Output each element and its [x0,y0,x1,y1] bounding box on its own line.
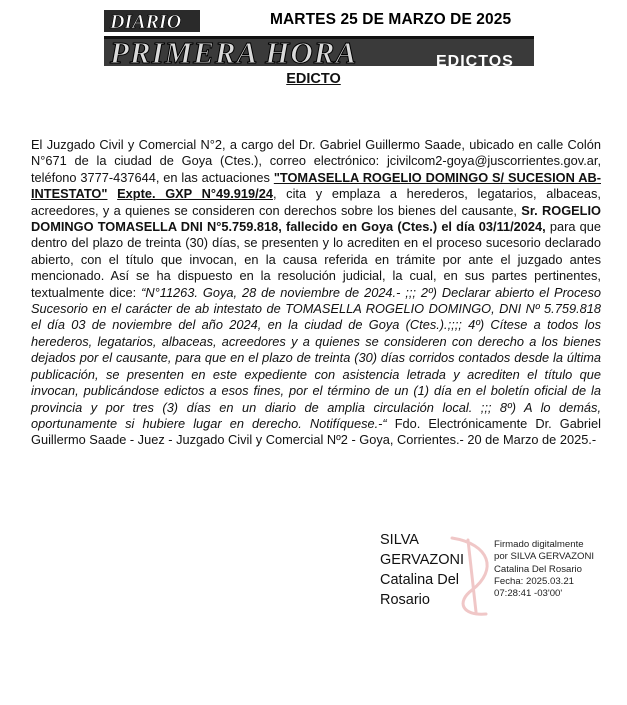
signature-detail-line: Fecha: 2025.03.21 [494,575,575,587]
body-intro: El Juzgado Civil y Comercial N°2, a cargo del Dr. Gabriel Guillermo Saade, ubicado en calle Colón N°671 de la ciudad de Goya (Ctes.), correo electrónico: jcivilcom2-goya@juscorrientes.gov.ar, teléfono 3777-437644, en las actuaciones [31,137,601,185]
body-term: para que dentro del plazo de treinta (30) días, se presenten y lo acrediten en el proceso sucesorio declarado abierto, con el título que invocan, en la causa referida en trámite por ante el juzgado antes mencionado. Así se ha dispuesto en la resolución judicial, la cual, en sus partes pertinentes, textualmente dice: [31,219,601,300]
signer-name-line: SILVA [380,532,419,548]
brand-top-text: DIARIO [110,11,182,33]
issue-date: MARTES 25 DE MARZO DE 2025 [270,11,512,28]
digital-signature [380,530,610,620]
body-spacer [107,186,117,201]
signer-name-line: Rosario [380,592,430,608]
signature-detail-line: por SILVA GERVAZONI [494,551,595,563]
signature-detail-line: 07:28:41 -03'00' [494,588,563,600]
body-signoff: Fdo. Electrónicamente Dr. Gabriel Guillermo Saade - Juez - Juzgado Civil y Comercial Nº2 - Goya, Corrientes.- 20 de Marzo de 2025.- [31,415,601,448]
case-number: Expte. GXP N°49.919/24 [117,186,273,202]
signature-detail-line: Catalina Del Rosario [494,563,582,575]
page-title: EDICTO [286,71,341,87]
edict-body [31,137,601,449]
signer-name [380,530,490,610]
section-label: EDICTOS [436,53,514,66]
case-title: "TOMASELLA ROGELIO DOMINGO S/ SUCESION AB-INTESTATO" [31,169,601,202]
body-citation: , cita y emplaza a herederos, legatarios, albaceas, acreedores, y a quienes se consideren con derechos sobre los bienes del causante, [31,186,601,218]
signer-name-line: Catalina Del [380,572,459,588]
resolution-quote: “N°11263. Goya, 28 de noviembre de 2024.- ;;; 2º) Declarar abierto el Proceso Sucesorio en el carácter de ab intestato de TOMASELLA ROGELIO DOMINGO, DNI Nº 5.759.818 el día 03 de noviembre del año 2024, en la ciudad de Goya (Ctes.).;;;; 4º) Cítese a todos los herederos, legatarios, albaceas, acreedores y a quienes se consideren con derecho a los bienes dejados por el causante, para que en el plazo de treinta (30) días corridos contados desde la última publicación, se presenten en este expediente con asistencia letrada y acrediten el título que invocan, publicándose edictos a esos fines, por el término de un (1) día en el boletín oficial de la provincia y por tres (3) días en un diario de amplia circulación local. ;;; 8º) A lo demás, oportunamente si hubiere lugar en derecho. Notifíquese.-“ [31,284,601,431]
brand-main-text: PRIMERA HORA [110,35,358,66]
signer-name-line: GERVAZONI [380,552,465,568]
signature-detail-line: Firmado digitalmente [494,539,584,550]
signature-details [494,539,614,600]
deceased-details: Sr. ROGELIO DOMINGO TOMASELLA DNI N°5.759.818, fallecido en Goya (Ctes.) el día 03/11/2024, [31,202,602,235]
